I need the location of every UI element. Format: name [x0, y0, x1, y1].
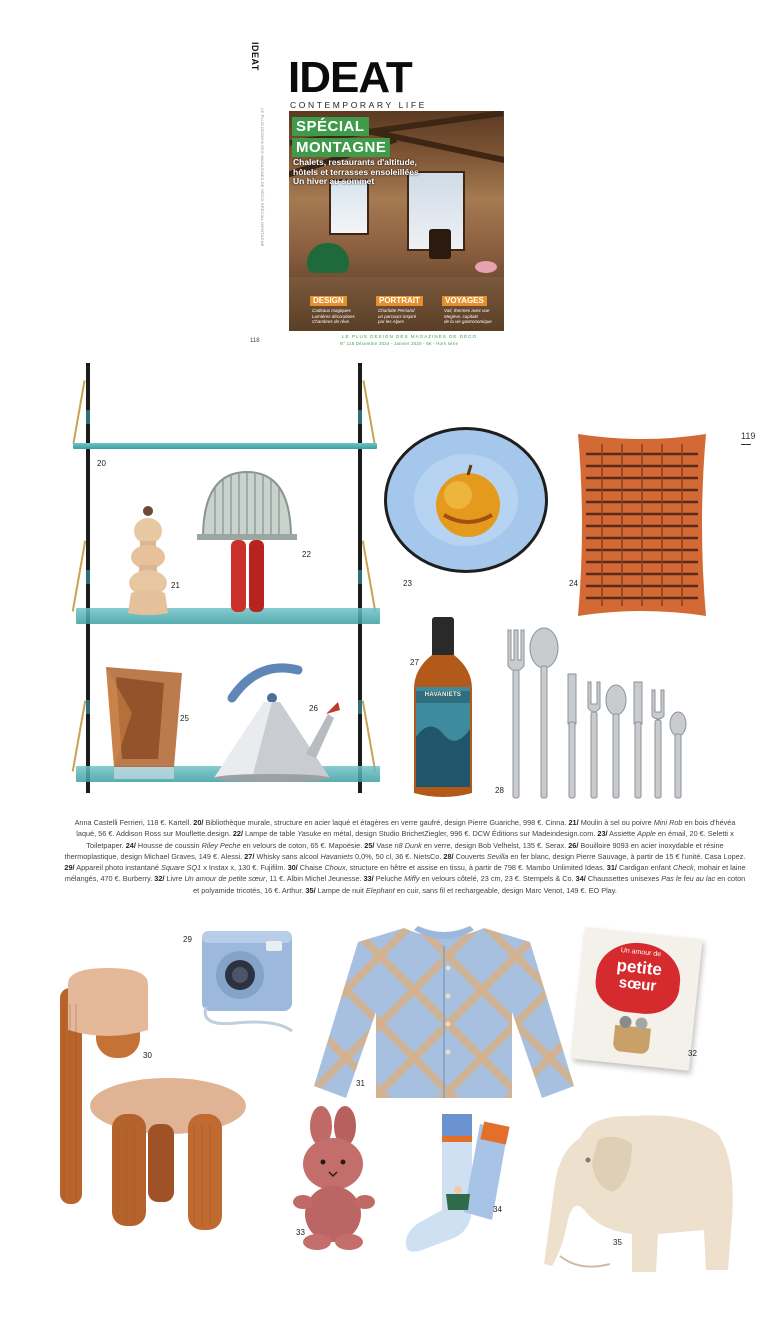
socks-product — [400, 1110, 510, 1268]
item-number-24: 24 — [569, 579, 578, 588]
cardigan-product — [312, 922, 576, 1102]
table-lamp-product — [197, 468, 297, 614]
spine-number: 118 — [250, 338, 260, 344]
product-caption: Anna Castelli Ferrieri, 118 €. Kartell. 20/ Bibliothèque murale, structure en acier laqué et étagères en verre gaufré, design Pierre Guariche, 998 €. Cinna. 21/ Moulin à sel ou poivre Mini Rob en bois d'hévéa laqué, 56 €. Addison Ross sur Mouflette.design. 22/ Lampe de table Yasuke en métal, design Studio BrichetZiegler, 996 €. DCW Éditions sur Madeindesign.com. 23/ Assiette Apple en émail, 20 €. Seletti x Toiletpaper. 24/ Housse de coussin Riley Peche en velours de coton, 65 €. Mapoésie. 25/ Vase n8 Dunk en verre, design Bob Velhelst, 135 €. Serax. 26/ Bouilloire 9093 en acier inoxydable et résine thermoplastique, design Michael Graves, 149 €. Alessi. 27/ Whisky sans alcool Havaniets 0,0%, 50 cl, 36 €. NietsCo. 28/ Couverts Sevilla en fer blanc, design Pierre Sauvage, à partir de 15 € l'unité. Casa Lopez. 29/ Appareil photo instantané Square SQ1 x Instax x, 130 €. Fujifilm. 30/ Chaise Choux, structure en hêtre et assise en tissu, à partir de 798 €. Mambo Unlimited Ideas. 31/ Cardigan enfant Check, mohair et laine mélangés, 470 €. Burberry. 32/ Livre Un amour de petite sœur, 11 €. Albin Michel Jeunesse. 33/ Peluche Miffy en velours côtelé, 23 cm, 23 €. Stempels & Co. 34/ Chaussettes unisexes Pas le feu au lac en coton et polyamide tricotés, 16 €. Arthur. 35/ Lampe de nuit Elephant en cuir, sans fil et rechargeable, design Marc Venot, 149 €. EO Play. — [64, 818, 746, 895]
cover-section-portrait-lines: Charlotte Perriand un parcours inspiré par les Alpes — [378, 308, 417, 324]
item-number-27: 27 — [410, 658, 419, 667]
item-number-26: 26 — [309, 704, 318, 713]
spine-text: LE PLUS DESIGN DES MAGAZINES DE DÉCO SPÉCIAL MONTAGNE — [260, 108, 265, 247]
cover-section-voyages: VOYAGES — [442, 296, 487, 306]
cover-section-design-lines: Cadeaux magiques Lumières décoratives Chambres de rêve — [312, 308, 355, 324]
cover-section-portrait: PORTRAIT — [376, 296, 423, 306]
apple-plate-product — [382, 425, 550, 575]
item-number-25: 25 — [180, 714, 189, 723]
item-number-21: 21 — [171, 581, 180, 590]
item-number-32: 32 — [688, 1049, 697, 1058]
item-number-34: 34 — [493, 1205, 502, 1214]
book-title-line-2: petite — [615, 955, 663, 980]
glass-shelf-top — [73, 443, 377, 449]
cover-subhead: Chalets, restaurants d'altitude, hôtels et terrasses ensoleillées Un hiver au sommet — [293, 157, 419, 186]
cover-footer-issue: N° 118 Décembre 2024 - Janvier 2025 - 6€ - Hors série — [340, 341, 459, 346]
cover-tagline: CONTEMPORARY LIFE — [290, 100, 427, 110]
choux-chair-product — [48, 964, 254, 1234]
whisky-label: HAVANIETS — [424, 692, 462, 698]
cover-section-voyages-lines: Vail, thermes avec vue Megève, capitale de la vie gastronomique — [444, 308, 492, 324]
item-number-29: 29 — [183, 935, 192, 944]
cover-logo: IDEAT — [288, 53, 412, 102]
page-number: 119 — [741, 431, 756, 441]
cushion-product — [572, 430, 712, 620]
cover-footer-line: LE PLUS DESIGN DES MAGAZINES DE DÉCO — [342, 334, 478, 339]
cover-headline-2: MONTAGNE — [292, 138, 390, 157]
magazine-spine — [246, 38, 276, 358]
cover-section-design: DESIGN — [310, 296, 347, 306]
item-number-23: 23 — [403, 579, 412, 588]
item-number-22: 22 — [302, 550, 311, 559]
item-number-20: 20 — [97, 459, 106, 468]
item-number-31: 31 — [356, 1079, 365, 1088]
item-number-28: 28 — [495, 786, 504, 795]
spine-brand: IDEAT — [250, 42, 260, 71]
item-number-30: 30 — [143, 1051, 152, 1060]
salt-mill-product — [126, 505, 172, 617]
book-title-line-3: sœur — [617, 974, 658, 995]
cover-headline-1: SPÉCIAL — [292, 117, 369, 136]
green-armchair — [307, 243, 349, 273]
glass-vase-product — [104, 663, 184, 783]
cutlery-set-product — [500, 626, 700, 802]
whisky-bottle-product — [410, 617, 476, 801]
book-title-line-1: Un amour de — [620, 947, 662, 959]
item-number-33: 33 — [296, 1228, 305, 1237]
kettle-product — [208, 658, 346, 786]
item-number-35: 35 — [613, 1238, 622, 1247]
elephant-lamp-product — [540, 1100, 740, 1280]
page-number-rule — [741, 444, 751, 445]
book-product — [571, 927, 702, 1071]
